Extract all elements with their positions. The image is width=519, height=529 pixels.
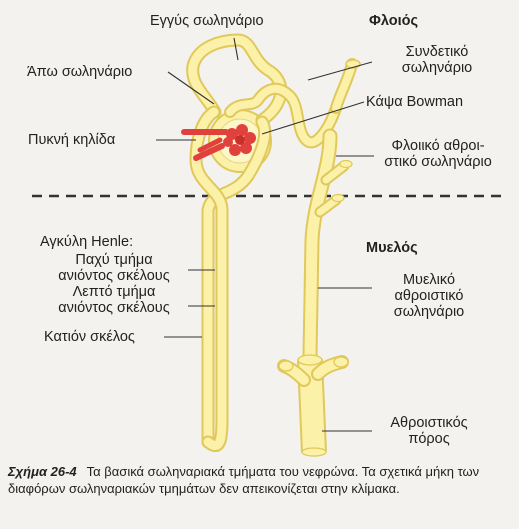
label-loop-henle: Αγκύλη Henle:	[40, 234, 134, 250]
caption-text: Τα βασικά σωληναριακά τμήματα του νεφρώνα. Τα σχετικά μήκη των διαφόρων σωληναριακών τμημάτων δεν απεικονίζεται στην κλίμακα.	[8, 464, 480, 496]
label-medullary-collecting-line3: σωληνάριο	[393, 304, 465, 320]
label-collecting-duct-line2: πόρος	[408, 431, 450, 447]
label-thick-ascending-limb	[44, 252, 184, 284]
label-cortical-collecting-line2: στικό σωληνάριο	[384, 154, 492, 170]
label-thin-ascending-line2: ανιόντος σκέλους	[58, 300, 170, 316]
figure-caption	[8, 463, 513, 497]
label-descending-limb: Κατιόν σκέλος	[44, 329, 135, 345]
figure-number: Σχήμα 26-4	[8, 464, 77, 479]
label-medullary-collecting-tubule	[374, 272, 484, 320]
label-bowman-capsule: Κάψα Bowman	[366, 94, 464, 110]
label-thick-ascending-line2: ανιόντος σκέλους	[58, 268, 170, 284]
label-collecting-duct-line1: Αθροιστικός	[390, 415, 468, 431]
label-collecting-duct	[374, 415, 484, 447]
label-cortical-collecting-line1: Φλοιικό αθροι-	[391, 138, 485, 154]
label-medulla: Μυελός	[366, 240, 418, 256]
label-distal-tubule: Άπω σωληνάριο	[27, 64, 133, 80]
label-thick-ascending-line1: Παχύ τμήμα	[75, 252, 153, 268]
label-cortex: Φλοιός	[369, 13, 419, 29]
label-connecting-tubule-line1: Συνδετικό	[405, 44, 469, 60]
label-cortical-collecting-tubule	[368, 138, 508, 170]
label-connecting-tubule	[382, 44, 492, 76]
label-thin-ascending-limb	[44, 284, 184, 316]
label-medullary-collecting-line1: Μυελικό	[402, 272, 456, 288]
label-macula-densa: Πυκνή κηλίδα	[28, 132, 116, 148]
label-connecting-tubule-line2: σωληνάριο	[401, 60, 473, 76]
label-medullary-collecting-line2: αθροιστικό	[394, 288, 464, 304]
label-proximal-tubule: Εγγύς σωληνάριο	[150, 13, 264, 29]
label-thin-ascending-line1: Λεπτό τμήμα	[72, 284, 156, 300]
